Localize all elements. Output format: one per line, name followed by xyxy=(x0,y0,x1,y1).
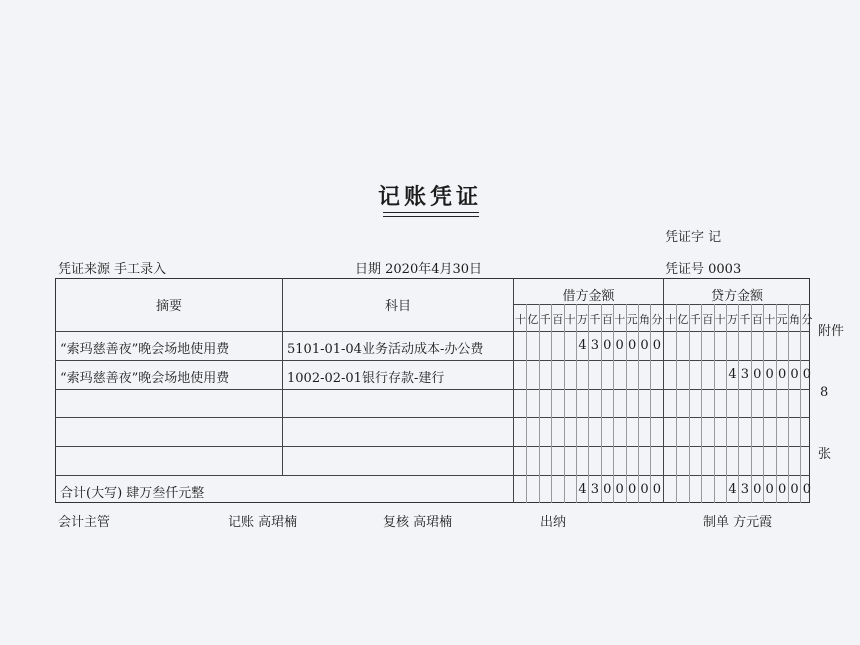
row-1-account: 5101-01-04业务活动成本-办公费 xyxy=(287,342,484,357)
digit-column-line xyxy=(626,304,627,503)
debit-unit-1: 亿 xyxy=(527,313,539,326)
digit-column-line xyxy=(738,304,739,503)
row-line-1 xyxy=(55,360,810,361)
row-1-debit-digit-10: 0 xyxy=(640,338,649,353)
debit-unit-8: 十 xyxy=(614,313,626,326)
total-credit-digit-6: 3 xyxy=(740,482,750,497)
credit-unit-7: 百 xyxy=(751,313,763,326)
header-account: 科目 xyxy=(384,299,411,314)
credit-unit-4: 十 xyxy=(714,313,726,326)
digit-column-line xyxy=(788,304,789,503)
digit-column-line xyxy=(763,304,764,503)
title-underline-2 xyxy=(383,216,479,217)
attachment-count: 8 xyxy=(820,385,829,400)
row-1-debit-digit-7: 0 xyxy=(603,338,612,353)
total-debit-digit-5: 4 xyxy=(578,482,587,497)
debit-unit-11: 分 xyxy=(651,313,663,326)
total-debit-digit-7: 0 xyxy=(603,482,612,497)
row-2-credit-digit-8: 0 xyxy=(765,367,774,382)
total-debit-digit-11: 0 xyxy=(652,482,662,497)
total-credit-digit-7: 0 xyxy=(753,482,762,497)
digit-column-line xyxy=(714,304,715,503)
debit-unit-3: 百 xyxy=(552,313,564,326)
row-1-debit-digit-11: 0 xyxy=(652,338,662,353)
debit-unit-10: 角 xyxy=(639,313,650,326)
total-debit-digit-8: 0 xyxy=(615,482,624,497)
digit-column-line xyxy=(601,304,602,503)
credit-unit-8: 十 xyxy=(764,313,776,326)
row-1-summary: “索玛慈善夜”晚会场地使用费 xyxy=(60,342,230,357)
title-underline xyxy=(383,212,479,213)
total-credit-digit-10: 0 xyxy=(790,482,799,497)
row-line-5 xyxy=(55,475,810,476)
total-debit-digit-9: 0 xyxy=(627,482,637,497)
credit-unit-9: 元 xyxy=(776,313,788,326)
credit-unit-1: 亿 xyxy=(677,313,689,326)
digit-column-line xyxy=(526,304,527,503)
credit-unit-5: 万 xyxy=(727,313,738,326)
total-debit-digit-10: 0 xyxy=(640,482,649,497)
credit-unit-0: 十 xyxy=(665,313,676,326)
digit-column-line xyxy=(676,304,677,503)
row-2-credit-digit-10: 0 xyxy=(790,367,799,382)
sig-preparer: 制单 方元霞 xyxy=(703,515,773,530)
amount-header-divider xyxy=(513,304,810,305)
sig-supervisor: 会计主管 xyxy=(58,515,111,530)
digit-column-line xyxy=(576,304,577,503)
row-2-summary: “索玛慈善夜”晚会场地使用费 xyxy=(60,371,230,386)
digit-column-line xyxy=(701,304,702,503)
debit-unit-6: 千 xyxy=(589,313,601,326)
row-2-credit-digit-5: 4 xyxy=(728,367,737,382)
digit-column-line xyxy=(751,304,752,503)
credit-unit-10: 角 xyxy=(789,313,800,326)
header-credit: 贷方金额 xyxy=(710,289,763,304)
attachment-label-top: 附件 xyxy=(818,324,845,339)
digit-column-line xyxy=(551,304,552,503)
row-1-debit-digit-8: 0 xyxy=(615,338,624,353)
row-1-debit-digit-9: 0 xyxy=(627,338,637,353)
voucher-date: 日期 2020年4月30日 xyxy=(355,262,483,277)
sig-bookkeeper: 记账 高珺楠 xyxy=(228,515,298,530)
header-bottom-line xyxy=(55,331,810,332)
row-1-debit-digit-6: 3 xyxy=(590,338,600,353)
total-credit-digit-5: 4 xyxy=(728,482,737,497)
row-line-3 xyxy=(55,417,810,418)
debit-unit-5: 万 xyxy=(577,313,588,326)
voucher-title: 记账凭证 xyxy=(377,185,482,210)
debit-unit-7: 百 xyxy=(601,313,613,326)
digit-column-line xyxy=(613,304,614,503)
debit-unit-2: 千 xyxy=(539,313,551,326)
debit-unit-9: 元 xyxy=(626,313,638,326)
sig-cashier: 出纳 xyxy=(540,515,567,530)
digit-column-line xyxy=(689,304,690,503)
digit-column-line xyxy=(588,304,589,503)
voucher-word: 凭证字 记 xyxy=(665,230,722,245)
digit-column-line xyxy=(726,304,727,503)
header-summary: 摘要 xyxy=(155,299,182,314)
row-2-credit-digit-6: 3 xyxy=(740,367,750,382)
digit-column-line xyxy=(638,304,639,503)
digit-column-line xyxy=(539,304,540,503)
credit-unit-6: 千 xyxy=(739,313,751,326)
digit-column-line xyxy=(650,304,651,503)
row-line-2 xyxy=(55,389,810,390)
debit-unit-4: 十 xyxy=(564,313,576,326)
sig-reviewer: 复核 高珺楠 xyxy=(383,515,453,530)
total-credit-digit-9: 0 xyxy=(777,482,787,497)
digit-column-line xyxy=(776,304,777,503)
debit-unit-0: 十 xyxy=(515,313,526,326)
row-2-credit-digit-9: 0 xyxy=(777,367,787,382)
credit-unit-2: 千 xyxy=(689,313,701,326)
attachment-label-bottom: 张 xyxy=(818,447,832,462)
credit-unit-3: 百 xyxy=(702,313,714,326)
row-line-4 xyxy=(55,446,810,447)
voucher-source: 凭证来源 手工录入 xyxy=(58,262,167,277)
total-label: 合计(大写) 肆万叁仟元整 xyxy=(60,486,205,501)
credit-unit-11: 分 xyxy=(801,313,813,326)
row-2-credit-digit-7: 0 xyxy=(753,367,762,382)
digit-column-line xyxy=(800,304,801,503)
row-1-debit-digit-5: 4 xyxy=(578,338,587,353)
voucher-number: 凭证号 0003 xyxy=(665,262,742,277)
header-debit: 借方金额 xyxy=(562,289,615,304)
total-credit-digit-8: 0 xyxy=(765,482,774,497)
row-2-account: 1002-02-01银行存款-建行 xyxy=(287,371,445,386)
row-2-credit-digit-11: 0 xyxy=(802,367,812,382)
total-credit-digit-11: 0 xyxy=(802,482,812,497)
total-debit-digit-6: 3 xyxy=(590,482,600,497)
digit-column-line xyxy=(564,304,565,503)
